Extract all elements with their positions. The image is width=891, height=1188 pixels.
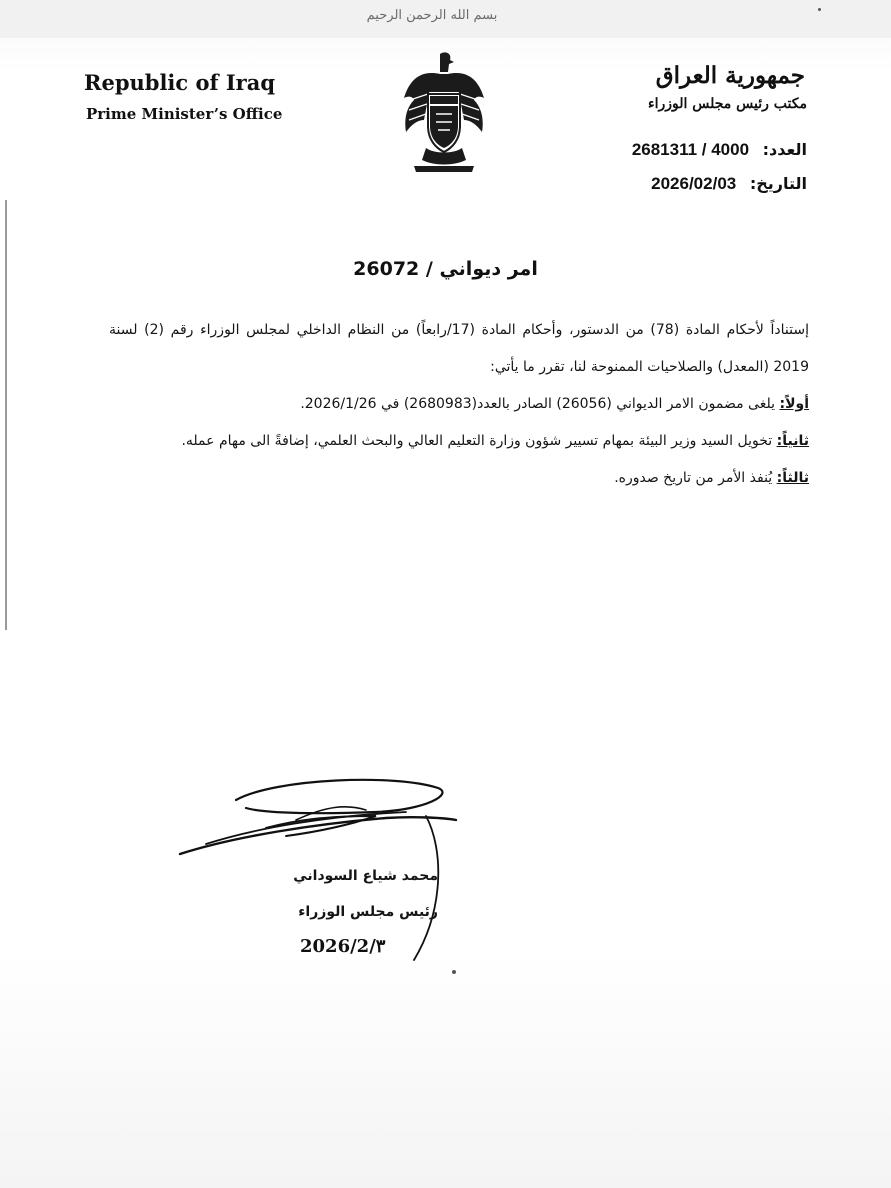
decree-body — [109, 312, 809, 497]
decree-item — [109, 386, 809, 423]
arabic-country-title: جمهورية العراق — [655, 62, 805, 89]
decree-title: امر ديواني / 26072 — [353, 258, 538, 280]
reference-date-row — [507, 174, 807, 198]
decree-item — [109, 460, 809, 497]
decree-item-label: ثانياً: — [776, 433, 809, 449]
basmala-header: بسم الله الرحمن الرحيم — [366, 8, 498, 23]
decree-item-text: تخويل السيد وزير البيئة بمهام تسيير شؤون وزارة التعليم العالي والبحث العلمي، إضافةً الى مهام عمله. — [181, 433, 773, 449]
ink-dot — [452, 970, 456, 974]
iraq-coat-of-arms-icon — [400, 48, 488, 176]
reference-number-value: 2681311 / 4000 — [631, 140, 750, 159]
decree-item-text: يلغى مضمون الامر الديواني (26056) الصادر بالعدد(2680983) في 2026/1/26. — [300, 396, 776, 412]
signatory-name: محمد شياع السوداني — [293, 868, 438, 884]
reference-date-label: التاريخ: — [749, 174, 807, 193]
decree-item-text: يُنفذ الأمر من تاريخ صدوره. — [614, 470, 773, 486]
english-country-title: Republic of Iraq — [84, 70, 276, 95]
scan-speck — [818, 8, 821, 11]
decree-preamble: إستناداً لأحكام المادة (78) من الدستور، وأحكام المادة (17/رابعاً) من النظام الداخلي لمجلس الوزراء رقم (2) لسنة 2019 (المعدل) والصلاحيات الممنوحة لنا، تقرر ما يأتي: — [109, 322, 809, 375]
decree-item-label: ثالثاً: — [776, 470, 809, 486]
reference-number-row — [507, 140, 807, 164]
reference-number-label: العدد: — [762, 140, 807, 159]
decree-item — [109, 423, 809, 460]
english-office-title: Prime Minister’s Office — [86, 105, 283, 123]
decree-item-label: أولاً: — [779, 396, 809, 412]
arabic-office-title: مكتب رئيس مجلس الوزراء — [648, 96, 807, 112]
signature-date: 2026/2/٣ — [300, 936, 386, 957]
signatory-title: رئيس مجلس الوزراء — [298, 904, 438, 920]
reference-date-value: 2026/02/03 — [651, 174, 737, 193]
